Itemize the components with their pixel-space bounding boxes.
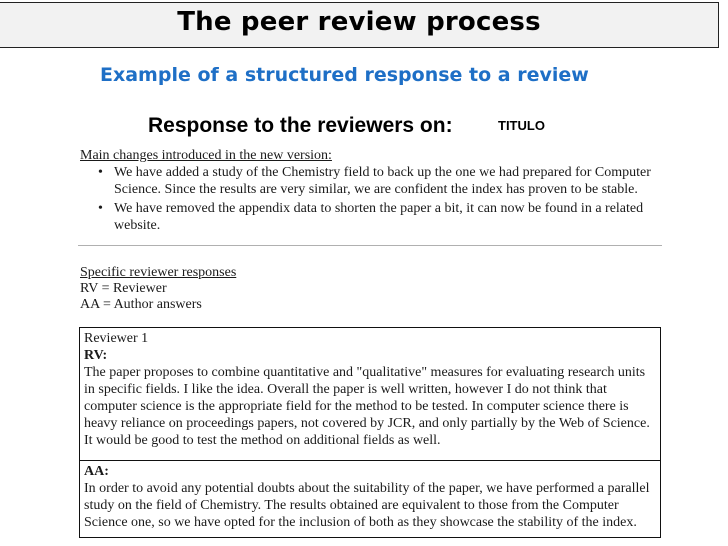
main-changes-heading: Main changes introduced in the new version: [80,148,332,163]
titulo-label: TITULO [498,118,545,133]
list-item [80,164,680,198]
aa-legend: AA = Author answers [80,297,202,312]
rv-legend: RV = Reviewer [80,281,167,296]
reviewer-name: Reviewer 1 [84,331,149,346]
author-answer-box [79,460,661,538]
bullet-icon: • [98,165,103,180]
specific-responses-heading: Specific reviewer responses [80,265,237,280]
bullet-icon: • [98,201,103,216]
list-item [80,200,680,234]
rv-text: The paper proposes to combine quantitative and "qualitative" measures for evaluating research units in specific fields. I like the idea. Overall the paper is well written, however I do not think that computer science is the appropriate field for the method to be tested. In computer science there is heavy reliance on proceedings papers, not covered by JCR, and only partially by the Web of Science. It would be good to test the method on additional fields as well. [84,365,650,448]
slide-title: The peer review process [177,7,541,37]
rv-label: RV: [84,348,108,363]
reviewer-comment-box [79,327,661,461]
section-divider [78,245,662,246]
change-text: We have removed the appendix data to shorten the paper a bit, it can now be found in a related website. [114,201,644,233]
main-changes-list [80,164,680,236]
aa-text: In order to avoid any potential doubts about the suitability of the paper, we have performed a parallel study on the field of Chemistry. The results obtained are equivalent to those from the Computer Science one, so we have opted for the inclusion of both as they showcase the stability of the index. [84,481,650,530]
slide-subtitle: Example of a structured response to a review [100,64,589,86]
response-heading: Response to the reviewers on: [148,114,453,137]
change-text: We have added a study of the Chemistry field to back up the one we had prepared for Computer Science. Since the results are very similar, we are confident the index has proven to be stable. [114,165,651,197]
aa-label: AA: [84,464,109,479]
